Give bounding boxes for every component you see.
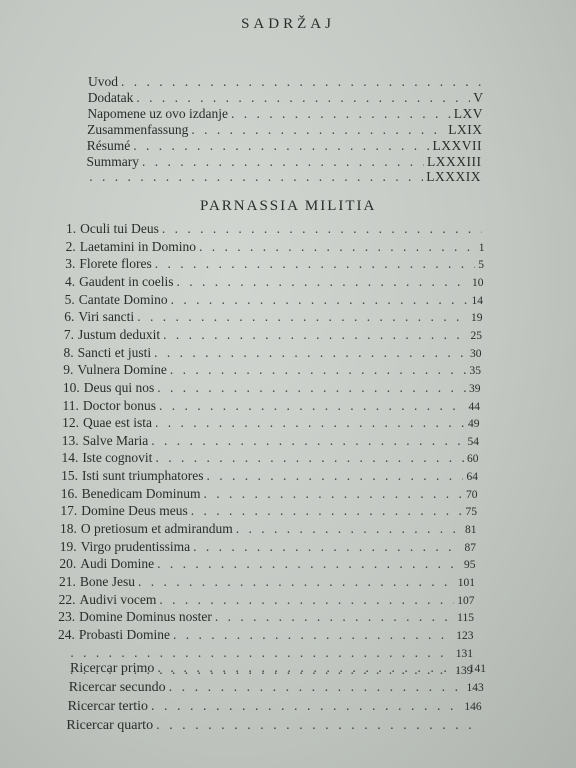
page-number: V [473,90,484,105]
page-number: 60 [466,453,479,466]
dot-leader [157,379,466,397]
entry-label: Ricercar secundo [68,680,166,695]
entry-label: Gaudent in coelis [79,273,174,289]
ricercar-item [69,679,484,697]
item-number: 8. [63,344,74,360]
dot-leader [154,344,467,362]
page-number: 49 [467,418,480,431]
entry-label: Résumé [86,138,131,153]
item-number: 21. [59,574,76,589]
dot-leader [215,608,454,626]
dot-leader [70,644,452,662]
dot-leader [138,573,455,591]
entry-label: Vulnera Domine [77,362,167,378]
contents-item [62,414,479,432]
entry-label: Virgo prudentissima [80,538,191,554]
item-number: 14. [61,450,79,466]
dot-leader [157,555,461,573]
entry-label: Napomene uz ovo izdanje [87,106,228,121]
entry-label: Isti sunt triumphatores [81,468,204,484]
dot-leader [151,432,464,450]
item-number: 17. [60,503,78,519]
entry-label: Benedicam Dominum [81,485,201,501]
dot-leader [169,679,464,697]
page-number: 70 [466,488,478,501]
item-number: 22. [58,591,76,607]
dot-leader [157,660,465,678]
item-number: 13. [61,432,79,448]
entry-label: Dodatak [87,90,134,105]
item-number: 9. [63,362,74,378]
page-title: SADRŽAJ [241,16,335,32]
item-number: 12. [62,415,80,431]
page-number: 139 [455,665,473,678]
page-number: 5 [478,259,484,272]
contents-item [65,255,484,273]
page-number: 115 [457,612,474,625]
contents-item [63,379,481,397]
contents-item [58,626,474,644]
dot-leader [236,520,462,538]
dot-leader [155,255,475,273]
item-number: 23. [58,609,76,625]
contents-item [61,449,478,467]
page-number: 35 [469,365,481,378]
entry-label: Quae est ista [83,415,152,431]
dot-leader [163,326,467,344]
page-number: 1 [478,241,485,254]
dot-leader [171,291,469,309]
contents-item [66,220,485,238]
page-number: 10 [471,276,484,289]
page-number: 54 [467,435,479,448]
entry-label: Bone Jesu [79,574,135,589]
ricercar-item [66,717,479,735]
contents-item [66,238,485,256]
contents-item [59,591,475,609]
page-number: 143 [466,682,484,694]
item-number: 18. [60,521,77,537]
page-number: 75 [465,506,477,519]
item-number: 6. [64,309,75,325]
dot-leader [203,485,463,503]
contents-item [61,467,478,485]
page-number: 95 [463,559,476,572]
entry-label: Domine Deus meus [81,503,188,519]
item-number: 11. [62,397,79,413]
item-number: 1. [66,221,77,236]
entry-label: Oculi tui Deus [80,221,159,236]
contents-item [59,555,475,573]
entry-label: Probasti Domine [78,626,170,642]
contents-item [63,361,481,379]
entry-label: Domine Dominus noster [79,609,212,625]
page-number: 19 [471,312,483,325]
page-number: LXXVII [432,138,482,153]
dot-leader [159,397,466,415]
entry-label: Salve Maria [82,432,149,448]
entry-label: O pretiosum et admirandum [80,521,233,537]
item-number: 20. [59,556,77,572]
page-number: 14 [471,294,483,307]
contents-item [58,608,474,626]
contents-item [65,291,483,309]
contents-item [61,485,478,503]
entry-label: Justum deduxit [78,326,161,342]
page-number: 131 [455,647,473,660]
entry-label: Uvod [88,74,118,89]
item-number: 7. [63,326,75,342]
page-number: 107 [457,594,475,607]
page-number: 101 [457,577,475,589]
contents-item [64,326,482,344]
contents-item [60,538,476,556]
entry-label: Ricercar tertio [67,699,149,714]
item-number: 15. [61,468,78,484]
page-number: LXIX [448,122,483,137]
ricercar-item [70,660,486,678]
page-number: 25 [470,329,482,342]
front-matter-item [86,168,481,186]
dot-leader [170,361,467,379]
page-number: LXXXIII [427,154,482,169]
dot-leader [89,168,423,186]
entry-label: Florete flores [79,256,152,272]
page-number: 81 [464,524,477,537]
dot-leader [137,308,468,326]
page-number: 141 [468,663,486,675]
contents-item [60,502,477,520]
page-number: 30 [469,347,482,360]
entry-label: Zusammenfassung [87,122,189,137]
page-number: 44 [468,400,480,413]
dot-leader [159,591,454,609]
dot-leader [173,626,453,644]
entry-label: Cantate Domino [78,291,168,307]
contents-item [63,397,481,415]
entry-label: Deus qui nos [83,379,155,395]
item-number: 16. [60,485,78,501]
entry-label: Viri sancti [78,309,135,325]
page-number: 123 [456,629,474,642]
page-number: 87 [464,541,476,554]
entry-label: Audi Domine [80,556,155,572]
entry-label: Ricercar primo [70,661,155,676]
dot-leader [151,698,461,716]
item-number: 10. [62,379,80,395]
item-number: 19. [59,538,77,554]
item-number: 24. [57,626,75,642]
entry-label: Laetamini in Domino [79,238,196,254]
page-number: LXXXIX [426,169,481,184]
item-number: 2. [65,238,76,254]
dot-leader [162,220,482,238]
entry-label: Doctor bonus [82,397,156,413]
page-number: 146 [464,701,482,713]
entry-label: Ricercar quarto [66,718,154,733]
dot-leader [155,449,464,467]
contents-item [64,344,482,362]
dot-leader [191,502,463,520]
item-number: 3. [65,256,76,272]
contents-item [59,573,475,591]
item-number: 4. [64,273,76,289]
entry-label: Iste cognovit [82,450,153,466]
dot-leader [206,467,463,485]
page-number: LXV [453,106,483,121]
item-number: 5. [64,291,75,307]
contents-item [60,520,476,538]
dot-leader [177,273,469,291]
dot-leader [156,717,476,735]
page-number: 64 [466,471,478,484]
page-number: 39 [468,382,481,395]
entry-label: Sancti et justi [77,344,152,360]
dot-leader [193,538,461,556]
entry-label: Audivi vocem [79,591,157,607]
contents-item [64,308,482,326]
dot-leader [199,238,476,256]
ricercar-item [68,698,482,716]
dot-leader [155,414,465,432]
contents-item [65,273,484,291]
section-heading: PARNASSIA MILITIA [200,198,377,214]
entry-label: Summary [86,154,139,169]
contents-item [58,644,473,662]
contents-item [62,432,479,450]
